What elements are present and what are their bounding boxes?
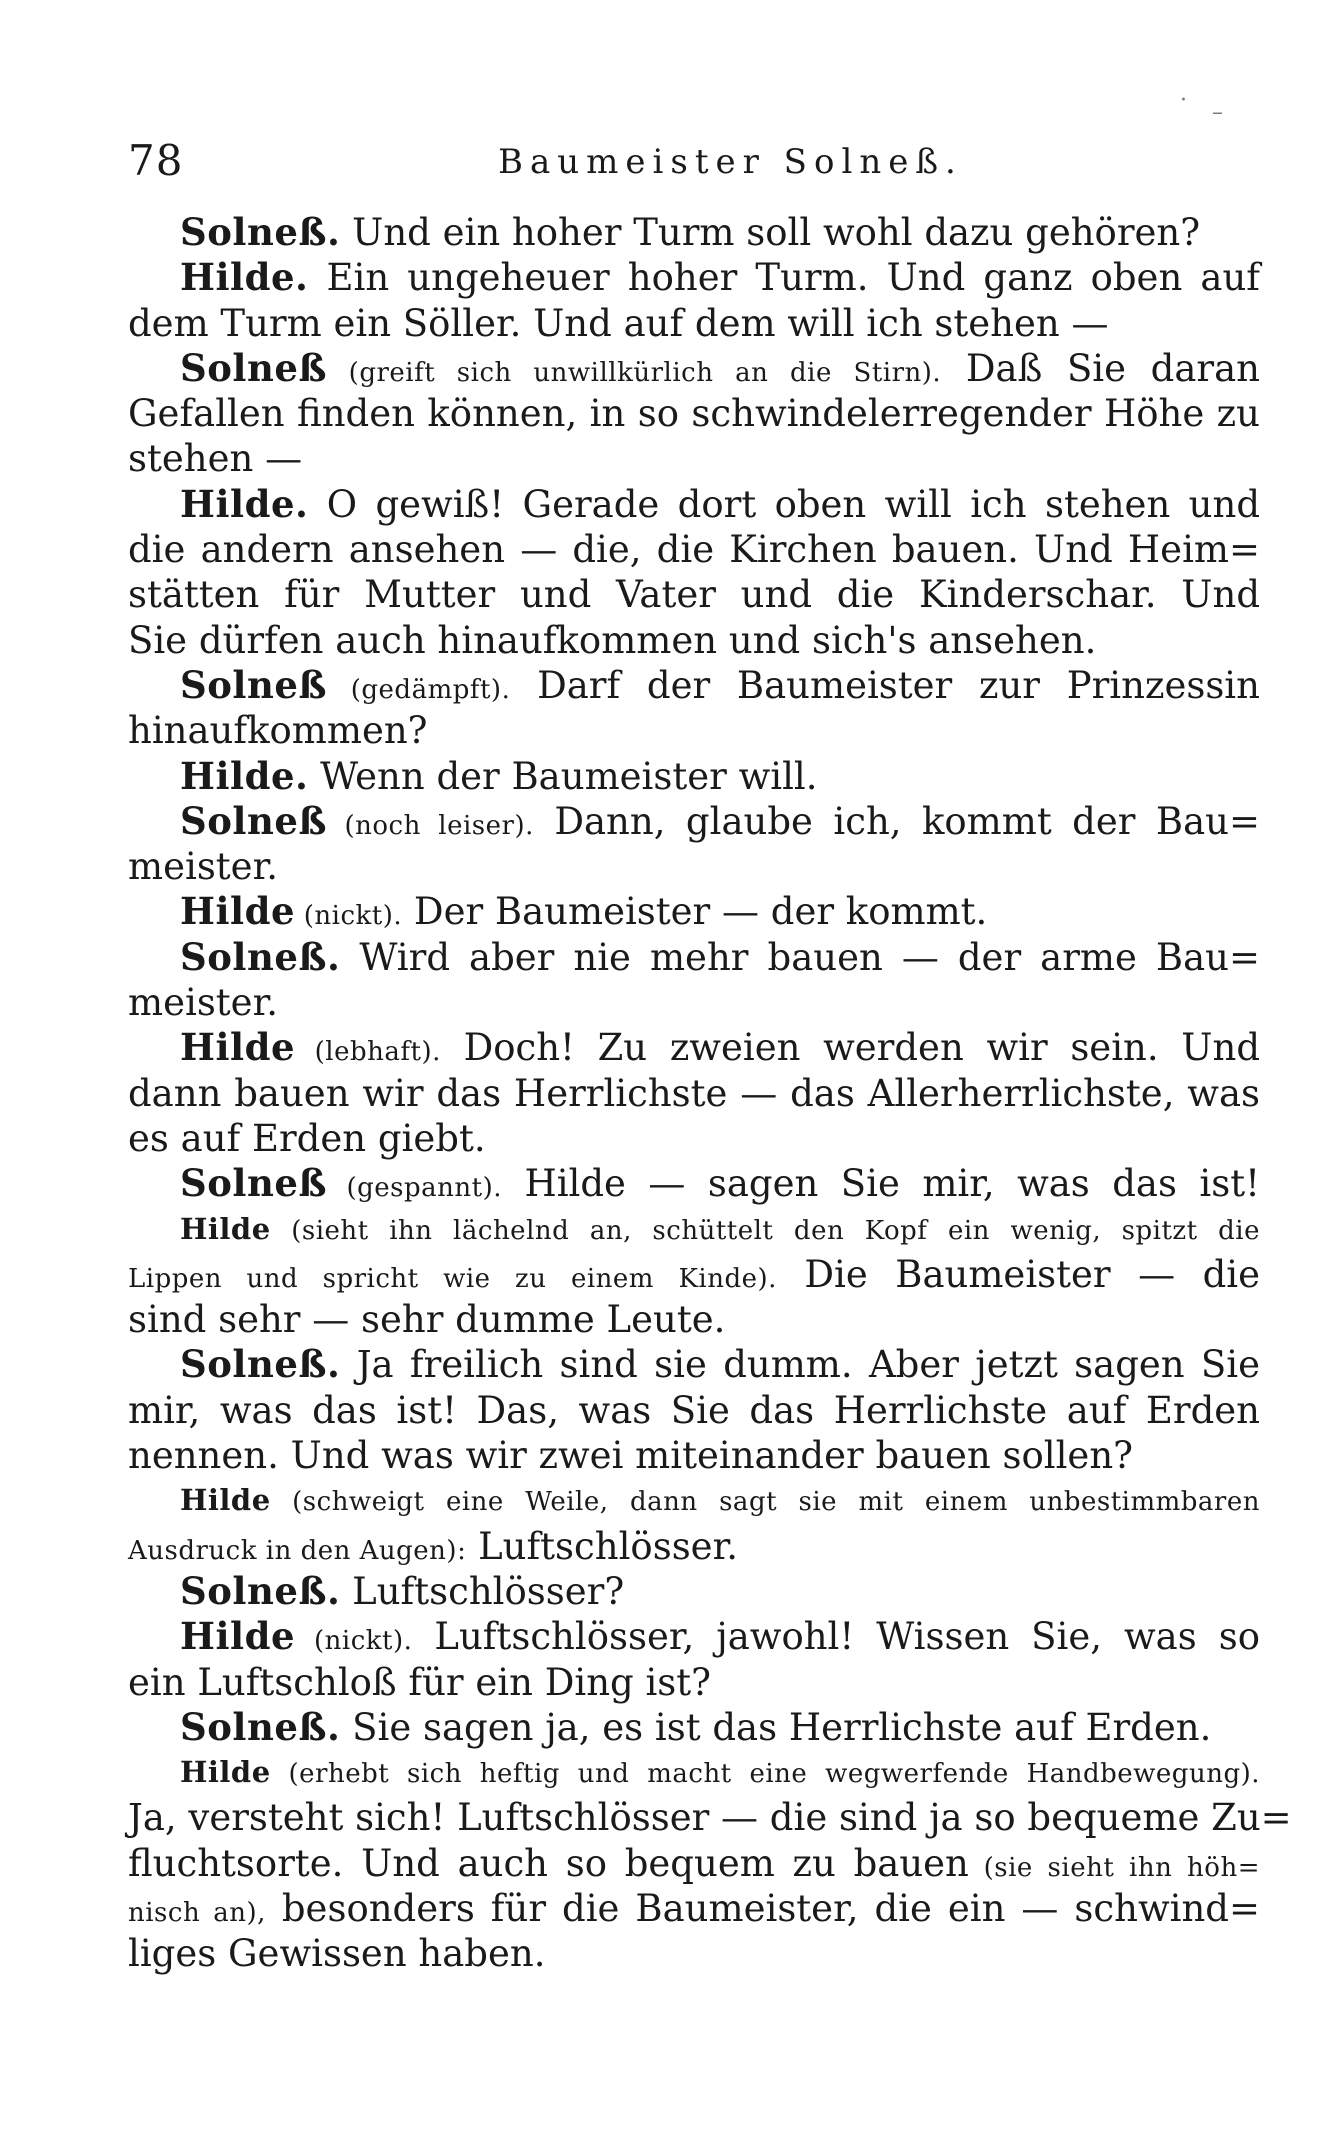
text-line (128, 527, 1260, 572)
dialogue-segment: Sie dürfen auch hinaufkommen und sich's ansehen. (128, 618, 1097, 662)
text-line (128, 1433, 1260, 1478)
text-line (128, 1841, 1260, 1886)
dialogue-segment: Darf der Baumeister zur Prinzessin (510, 663, 1260, 707)
page-header (128, 128, 1258, 188)
dialogue-segment: stehen — (128, 437, 303, 481)
dialogue-segment: Ein ungeheuer hoher Turm. Und ganz oben auf (308, 256, 1260, 300)
running-head: Baumeister Solneß. (498, 142, 963, 182)
text-line (128, 391, 1260, 436)
text-line (128, 1252, 1260, 1297)
dialogue-segment: ein Luftschloß für ein Ding ist? (128, 1660, 712, 1704)
dialogue-segment: fluchtsorte. Und auch so bequem zu bauen (128, 1841, 969, 1885)
dialogue-segment: die andern ansehen — die, die Kirchen bauen. Und Heim= (128, 528, 1260, 572)
page-number: 78 (128, 136, 184, 185)
dialogue-segment: besonders für die Baumeister, die ein — schwind= (265, 1886, 1260, 1930)
stage-direction: (noch leiser). (327, 810, 534, 841)
text-line (128, 1478, 1260, 1523)
speaker-name: Solneß. (180, 210, 341, 254)
dialogue-segment: dem Turm ein Söller. Und auf dem will ich stehen — (128, 301, 1109, 345)
stage-direction: (sie sieht ihn höh= (968, 1852, 1260, 1883)
speaker-name: Hilde (180, 1614, 295, 1659)
stage-direction: (nickt). (294, 901, 403, 932)
dialogue-segment: Hilde — sagen Sie mir, was das ist! (501, 1162, 1260, 1206)
text-line (128, 436, 1260, 481)
dialogue-segment: Und ein hoher Turm soll wohl dazu gehören? (340, 211, 1201, 254)
text-line (128, 1614, 1260, 1659)
speaker-name: Hilde (180, 1483, 271, 1518)
dialogue-segment: Doch! Zu zweien werden wir sein. Und (440, 1026, 1260, 1070)
dialogue-segment: Die Baumeister — die (776, 1252, 1260, 1296)
speaker-name: Hilde (180, 1755, 271, 1790)
dialogue-segment: Dann, glaube ich, kommt der Bau= (533, 799, 1260, 843)
stage-direction: (gedämpft). (327, 674, 511, 705)
dialogue-segment: meister. (128, 981, 278, 1025)
text-line (128, 1931, 1260, 1976)
speaker-name: Solneß (180, 798, 328, 843)
text-line (128, 1116, 1260, 1161)
text-line (128, 799, 1260, 844)
dialogue-segment: liges Gewissen haben. (128, 1932, 546, 1976)
dialogue-segment: O gewiß! Gerade dort oben will ich stehen und (308, 482, 1260, 526)
text-line (128, 708, 1260, 753)
text-line (128, 1795, 1292, 1840)
stray-mark: · (1180, 88, 1187, 113)
text-line (128, 889, 1260, 934)
text-line (128, 1297, 1260, 1342)
text-line (128, 935, 1260, 980)
stage-direction: Lippen und spricht wie zu einem Kinde). (128, 1263, 777, 1294)
dialogue-segment: Ja, versteht sich! Luftschlösser — die sind ja so bequeme Zu= (128, 1796, 1292, 1840)
dialogue-segment: Ja freilich sind sie dumm. Aber jetzt sagen Sie (340, 1343, 1260, 1387)
dialogue-segment: Daß Sie daran (941, 346, 1260, 390)
stage-direction: (greift sich unwillkürlich an die Stirn). (327, 357, 942, 388)
text-line (128, 1705, 1260, 1750)
text-line (128, 1207, 1260, 1252)
dialogue-segment: es auf Erden giebt. (128, 1116, 486, 1160)
speaker-name: Solneß (180, 345, 328, 390)
speaker-name: Solneß. (180, 1704, 341, 1749)
text-line (128, 1388, 1260, 1433)
stage-direction: (sieht ihn lächelnd an, schüttelt den Kopf ein wenig, spitzt die (270, 1215, 1260, 1246)
dialogue-segment: sind sehr — sehr dumme Leute. (128, 1298, 726, 1342)
speaker-name: Solneß. (180, 934, 341, 979)
speaker-name: Solneß. (180, 1342, 341, 1387)
text-line (128, 1342, 1260, 1387)
text-line (128, 1071, 1260, 1116)
dialogue-segment: meister. (128, 845, 278, 889)
dialogue-segment: Der Baumeister — der kommt. (402, 890, 988, 934)
stage-direction: nisch an), (128, 1897, 266, 1928)
speaker-name: Hilde (180, 889, 295, 934)
text-line (128, 1886, 1260, 1931)
text-line (128, 1161, 1260, 1206)
dialogue-text (128, 210, 1292, 1977)
speaker-name: Hilde. (180, 481, 309, 526)
dialogue-segment: stätten für Mutter und Vater und die Kinderschar. Und (128, 573, 1260, 617)
dialogue-segment: dann bauen wir das Herrlichste — das Allerherrlichste, was (128, 1071, 1260, 1115)
speaker-name: Solneß. (180, 1568, 341, 1613)
speaker-name: Solneß (180, 1161, 328, 1206)
speaker-name: Hilde (180, 1211, 271, 1246)
text-line (128, 663, 1260, 708)
text-line (128, 1569, 1260, 1614)
stage-direction: (schweigt eine Weile, dann sagt sie mit einem unbestimmbaren (270, 1487, 1260, 1518)
text-line (128, 1524, 1260, 1569)
text-line (128, 618, 1260, 663)
dialogue-segment: Luftschlösser? (340, 1569, 625, 1613)
text-line (128, 1660, 1260, 1705)
text-line (128, 754, 1260, 799)
speaker-name: Solneß (180, 662, 328, 707)
text-line (128, 301, 1260, 346)
dialogue-segment: Gefallen finden können, in so schwindelerregender Höhe zu (128, 392, 1260, 436)
stage-direction: (gespannt). (327, 1173, 502, 1204)
speaker-name: Hilde. (180, 753, 309, 798)
stage-direction: Ausdruck in den Augen): (128, 1535, 467, 1566)
dialogue-segment: mir, was das ist! Das, was Sie das Herrlichste auf Erden (128, 1388, 1260, 1432)
text-line (128, 844, 1260, 889)
text-line (128, 210, 1260, 255)
text-line (128, 1025, 1260, 1070)
stage-direction: (erhebt sich heftig und macht eine wegwerfende Handbewegung). (270, 1759, 1260, 1790)
dialogue-segment: Wenn der Baumeister will. (308, 754, 818, 798)
stray-mark: – (1212, 100, 1223, 125)
text-line (128, 346, 1260, 391)
text-line (128, 572, 1260, 617)
dialogue-segment: Luftschlösser, jawohl! Wissen Sie, was so (412, 1615, 1260, 1659)
speaker-name: Hilde. (180, 255, 309, 300)
dialogue-segment: hinaufkommen? (128, 709, 428, 753)
stage-direction: (lebhaft). (294, 1037, 441, 1068)
dialogue-segment: Wird aber nie mehr bauen — der arme Bau= (340, 935, 1260, 979)
dialogue-segment: Luftschlösser. (466, 1524, 738, 1568)
text-line (128, 255, 1260, 300)
stage-direction: (nickt). (294, 1626, 413, 1657)
dialogue-segment: Sie sagen ja, es ist das Herrlichste auf Erden. (340, 1705, 1212, 1749)
speaker-name: Hilde (180, 1025, 295, 1070)
text-line (128, 1750, 1260, 1795)
text-line (128, 980, 1260, 1025)
text-line (128, 482, 1260, 527)
dialogue-segment: nennen. Und was wir zwei miteinander bauen sollen? (128, 1434, 1133, 1478)
